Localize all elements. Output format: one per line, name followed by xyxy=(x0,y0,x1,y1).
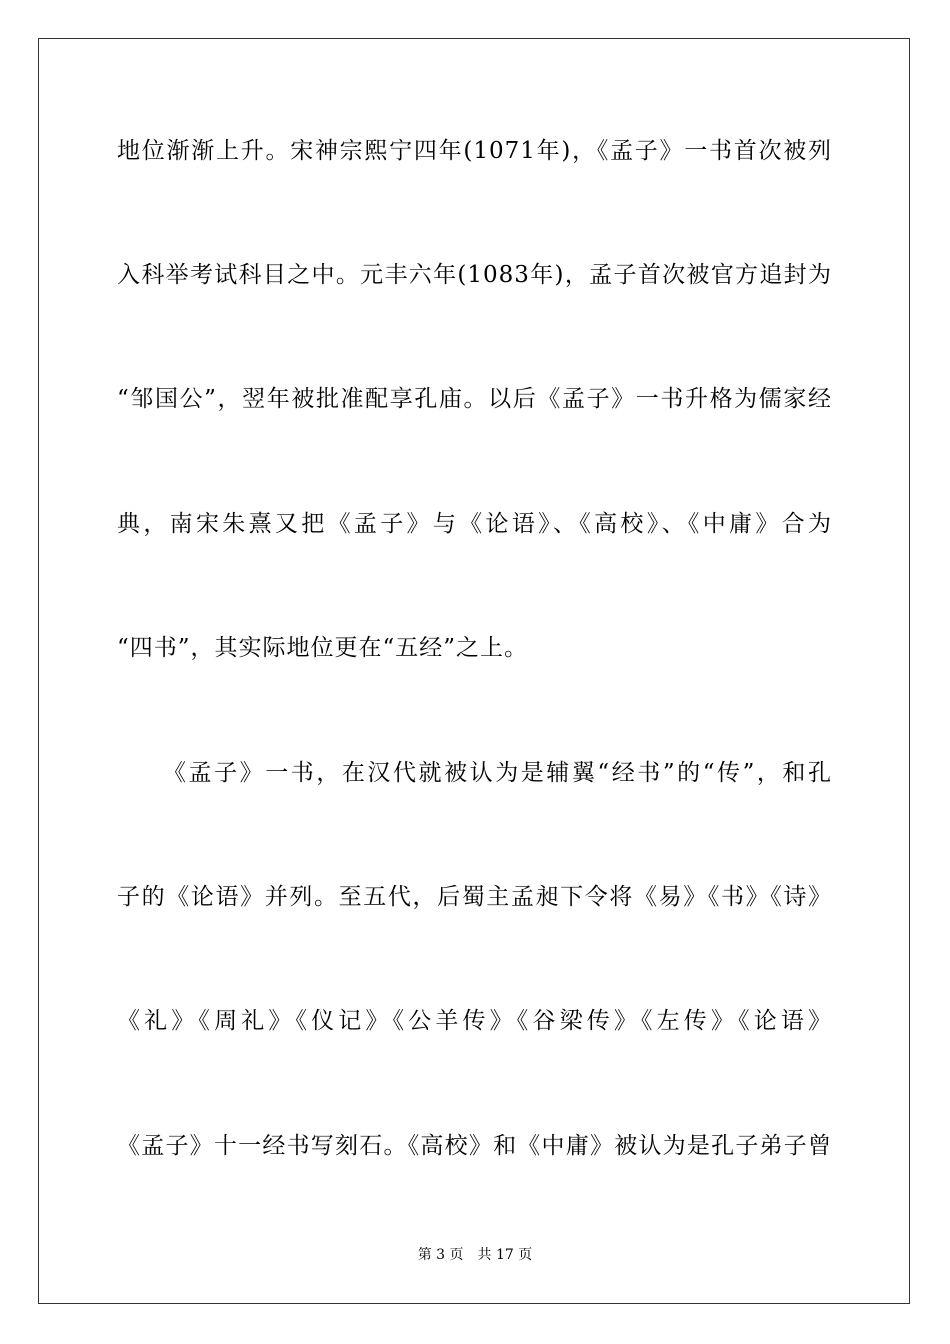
text-line: 地位渐渐上升。宋神宗熙宁四年(1071年)，《孟子》一书首次被列 xyxy=(117,138,832,164)
page-number-footer: 第 3 页 共 17 页 xyxy=(417,1247,533,1263)
text-line: 《孟子》十一经书写刻石。《高校》和《中庸》被认为是孔子弟子曾 xyxy=(117,1133,832,1159)
text-line: 《礼》《周礼》《仪记》《公羊传》《谷梁传》《左传》《论语》 xyxy=(117,1008,832,1034)
paragraph-first-line: 《孟子》一书，在汉代就被认为是辅翼“经书”的“传”，和孔 xyxy=(163,760,832,786)
text-line: 入科举考试科目之中。元丰六年(1083年)，孟子首次被官方追封为 xyxy=(117,262,832,288)
text-line: “邹国公”，翌年被批准配享孔庙。以后《孟子》一书升格为儒家经 xyxy=(117,386,832,412)
text-line: 子的《论语》并列。至五代，后蜀主孟昶下令将《易》《书》《诗》 xyxy=(117,884,832,910)
text-line: 典，南宋朱熹又把《孟子》与《论语》、《高校》、《中庸》合为 xyxy=(117,511,832,537)
text-line: “四书”，其实际地位更在“五经”之上。 xyxy=(117,635,529,661)
page-border xyxy=(38,38,910,1304)
